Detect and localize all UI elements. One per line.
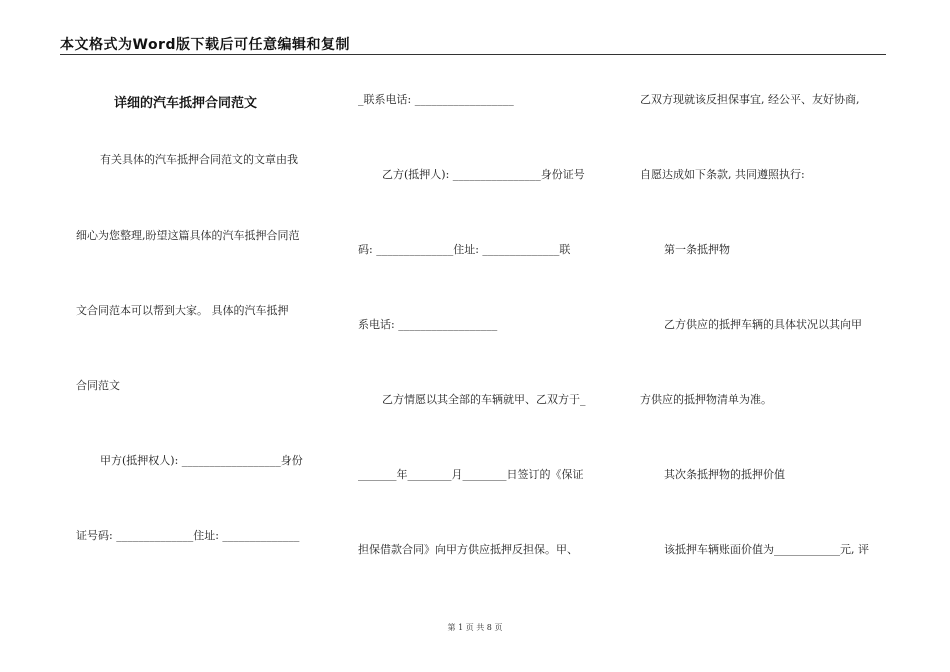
header-divider bbox=[60, 54, 886, 55]
text-line: 证号码: ______________住址: ______________ bbox=[76, 529, 300, 542]
page-number-footer: 第 1 页 共 8 页 bbox=[447, 623, 503, 632]
section-heading: 第一条抵押物 bbox=[664, 243, 730, 256]
text-line: 乙方情愿以其全部的车辆就甲、乙双方于_ bbox=[382, 393, 586, 406]
text-line: _______年________月________日签订的《保证 bbox=[358, 468, 584, 481]
text-line: 合同范文 bbox=[76, 379, 120, 392]
text-line: 细心为您整理,盼望这篇具体的汽车抵押合同范 bbox=[76, 229, 300, 242]
document-title: 详细的汽车抵押合同范文 bbox=[114, 96, 258, 111]
text-line: 乙方(抵押人): ________________身份证号 bbox=[382, 168, 585, 181]
text-line: 乙方供应的抵押车辆的具体状况以其向甲 bbox=[664, 318, 862, 331]
text-line: 有关具体的汽车抵押合同范文的文章由我 bbox=[100, 153, 298, 166]
text-line: 系电话: __________________ bbox=[358, 318, 498, 331]
text-line: 文合同范本可以帮到大家。 具体的汽车抵押 bbox=[76, 304, 289, 317]
text-line: 自愿达成如下条款, 共同遵照执行: bbox=[640, 168, 805, 181]
text-line: 甲方(抵押权人): __________________身份 bbox=[100, 454, 303, 467]
text-line: 码: ______________住址: ______________联 bbox=[358, 243, 571, 256]
text-line: 担保借款合同》向甲方供应抵押反担保。甲、 bbox=[358, 543, 578, 556]
text-line: 方供应的抵押物清单为准。 bbox=[640, 393, 772, 406]
page-header: 本文格式为Word版下载后可任意编辑和复制 bbox=[60, 37, 350, 53]
text-line: 该抵押车辆账面价值为____________元, 评 bbox=[664, 543, 869, 556]
text-line: _联系电话: __________________ bbox=[358, 93, 514, 106]
text-line: 乙双方现就该反担保事宜, 经公平、友好协商, bbox=[640, 93, 860, 106]
section-heading: 其次条抵押物的抵押价值 bbox=[664, 468, 785, 481]
